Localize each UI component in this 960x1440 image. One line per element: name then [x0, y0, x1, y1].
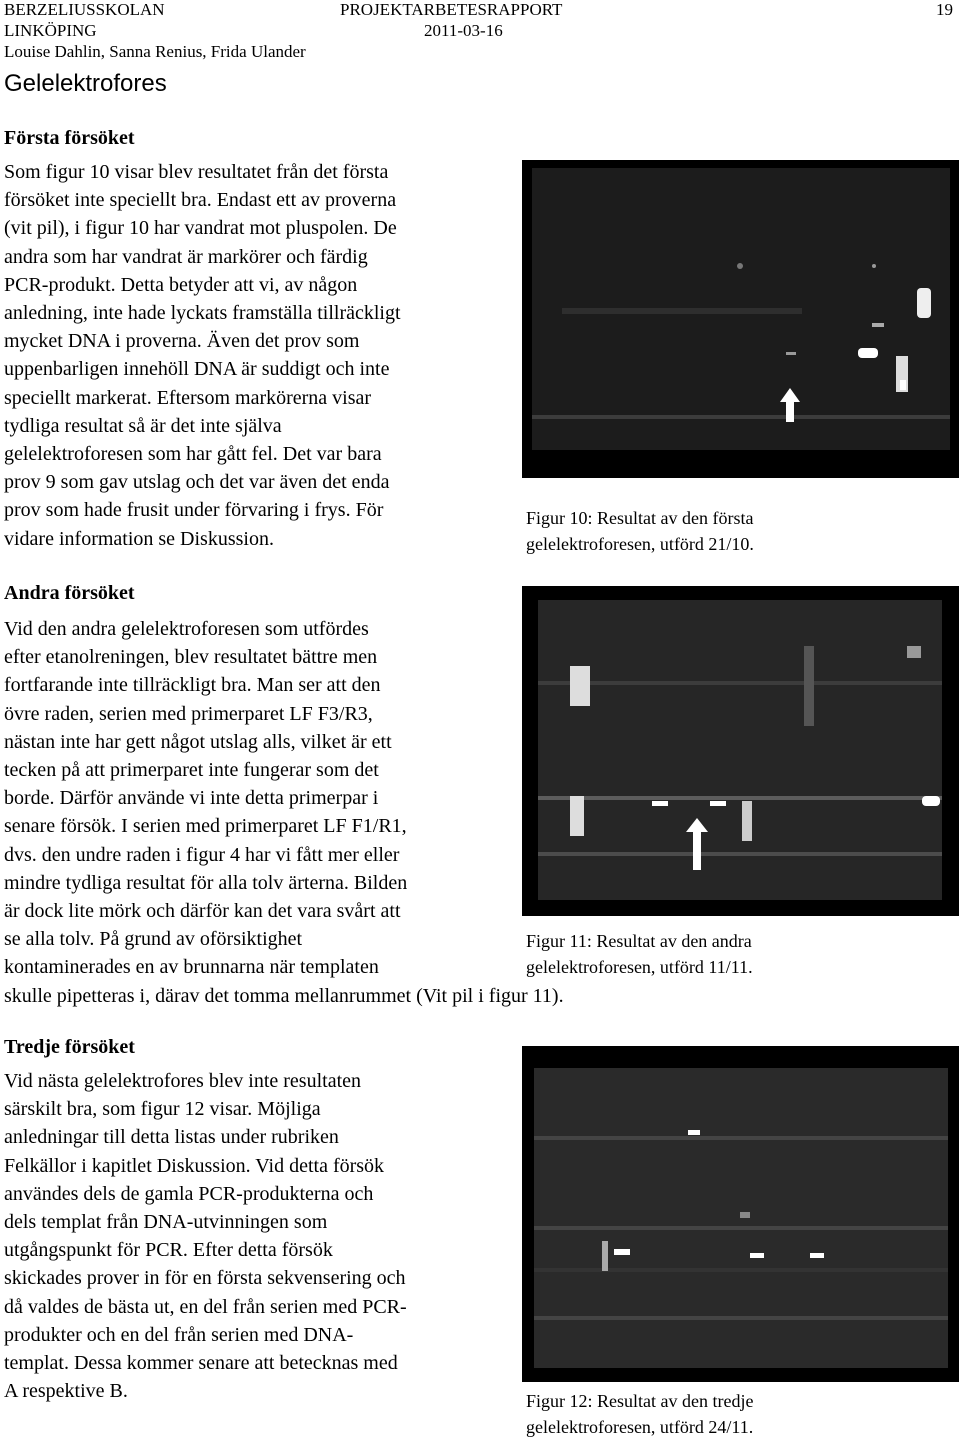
text-line: templat. Dessa kommer senare att betecknas med [4, 1352, 398, 1375]
caption-line: gelelektroforesen, utförd 21/10. [526, 534, 754, 554]
header-school: BERZELIUSSKOLAN [4, 0, 165, 19]
gel-image-figure-12 [522, 1046, 959, 1382]
header-date: 2011-03-16 [424, 21, 503, 40]
text-line: speciellt markerat. Eftersom markörerna visar [4, 386, 372, 409]
text-line: nästan inte har gett något utslag alls, vilket är ett [4, 730, 392, 753]
text-line: särskilt bra, som figur 12 visar. Möjliga [4, 1098, 321, 1121]
text-line: skulle pipetteras i, därav det tomma mellanrummet (Vit pil i figur 11). [4, 984, 564, 1007]
text-line: kontaminerades en av brunnarna när templaten [4, 956, 379, 979]
figure-12-caption [526, 1388, 753, 1440]
figure-10-caption [526, 505, 754, 557]
text-line: anledningar till detta listas under rubriken [4, 1126, 339, 1149]
page-number: 19 [936, 0, 953, 19]
section-heading-second: Andra försöket [4, 582, 135, 604]
text-line: dvs. den undre raden i figur 4 har vi fått mer eller [4, 843, 400, 866]
text-line: vidare information se Diskussion. [4, 527, 274, 550]
text-line: övre raden, serien med primerparet LF F3/R3, [4, 702, 373, 725]
text-line: Vid den andra gelelektroforesen som utfördes [4, 618, 369, 640]
text-line: borde. Därför använde vi inte detta primerpar i [4, 787, 379, 810]
section-heading-first: Första försöket [4, 127, 135, 149]
text-line: mycket DNA i proverna. Även det prov som [4, 330, 360, 353]
section-body-first [4, 158, 401, 553]
text-line: prov som hade frusit under förvaring i frys. För [4, 499, 384, 522]
text-line: anledning, inte hade lyckats framställa tillräckligt [4, 302, 401, 325]
figure-11-caption [526, 928, 753, 980]
text-line: är dock lite mörk och därför kan det vara svårt att [4, 900, 401, 923]
caption-line: Figur 11: Resultat av den andra [526, 931, 752, 951]
text-line: PCR-produkt. Detta betyder att vi, av någon [4, 273, 358, 296]
caption-line: Figur 12: Resultat av den tredje [526, 1391, 754, 1411]
header-city: LINKÖPING [4, 21, 97, 40]
section-body-third [4, 1067, 407, 1405]
page-title: Gelelektrofores [4, 70, 167, 97]
text-line: andra som har vandrat är markörer och färdig [4, 245, 368, 268]
text-line: produkter och en del från serien med DNA- [4, 1323, 354, 1346]
gel-image-figure-11 [522, 586, 959, 916]
section-heading-third: Tredje försöket [4, 1036, 135, 1058]
section-body-second [4, 615, 564, 1010]
text-line: dels templat från DNA-utvinningen som [4, 1211, 328, 1234]
text-line: då valdes de bästa ut, en del från serien med PCR- [4, 1295, 407, 1318]
caption-line: gelelektroforesen, utförd 24/11. [526, 1417, 754, 1437]
text-line: mindre tydliga resultat för alla tolv ärterna. Bilden [4, 871, 408, 894]
text-line: Som figur 10 visar blev resultatet från det första [4, 161, 389, 183]
text-line: A respektive B. [4, 1380, 128, 1403]
text-line: fortfarande inte tillräckligt bra. Man ser att den [4, 674, 381, 697]
text-line: tydliga resultat så är det inte själva [4, 414, 282, 437]
text-line: användes dels de gamla PCR-produkterna och [4, 1182, 374, 1205]
text-line: se alla tolv. På grund av oförsiktighet [4, 928, 303, 951]
caption-line: gelelektroforesen, utförd 11/11. [526, 957, 753, 977]
text-line: Felkällor i kapitlet Diskussion. Vid detta försök [4, 1154, 385, 1177]
text-line: försöket inte speciellt bra. Endast ett av proverna [4, 189, 397, 212]
text-line: senare försök. I serien med primerparet LF F1/R1, [4, 815, 407, 838]
text-line: prov 9 som gav utslag och det var även det enda [4, 471, 390, 494]
header-report: PROJEKTARBETESRAPPORT [340, 0, 563, 19]
text-line: utgångspunkt för PCR. Efter detta försök [4, 1239, 333, 1262]
text-line: tecken på att primerparet inte fungerar som det [4, 759, 379, 782]
text-line: (vit pil), i figur 10 har vandrat mot pluspolen. De [4, 217, 397, 240]
text-line: Vid nästa gelelektrofores blev inte resultaten [4, 1070, 362, 1092]
text-line: gelelektroforesen som har gått fel. Det var bara [4, 443, 382, 466]
header-authors: Louise Dahlin, Sanna Renius, Frida Ulander [4, 42, 306, 61]
caption-line: Figur 10: Resultat av den första [526, 508, 754, 528]
text-line: skickades prover in för en första sekvensering och [4, 1267, 406, 1290]
text-line: efter etanolreningen, blev resultatet bättre men [4, 646, 378, 669]
text-line: uppenbarligen innehöll DNA är suddigt och inte [4, 358, 390, 381]
gel-image-figure-10 [522, 160, 959, 478]
